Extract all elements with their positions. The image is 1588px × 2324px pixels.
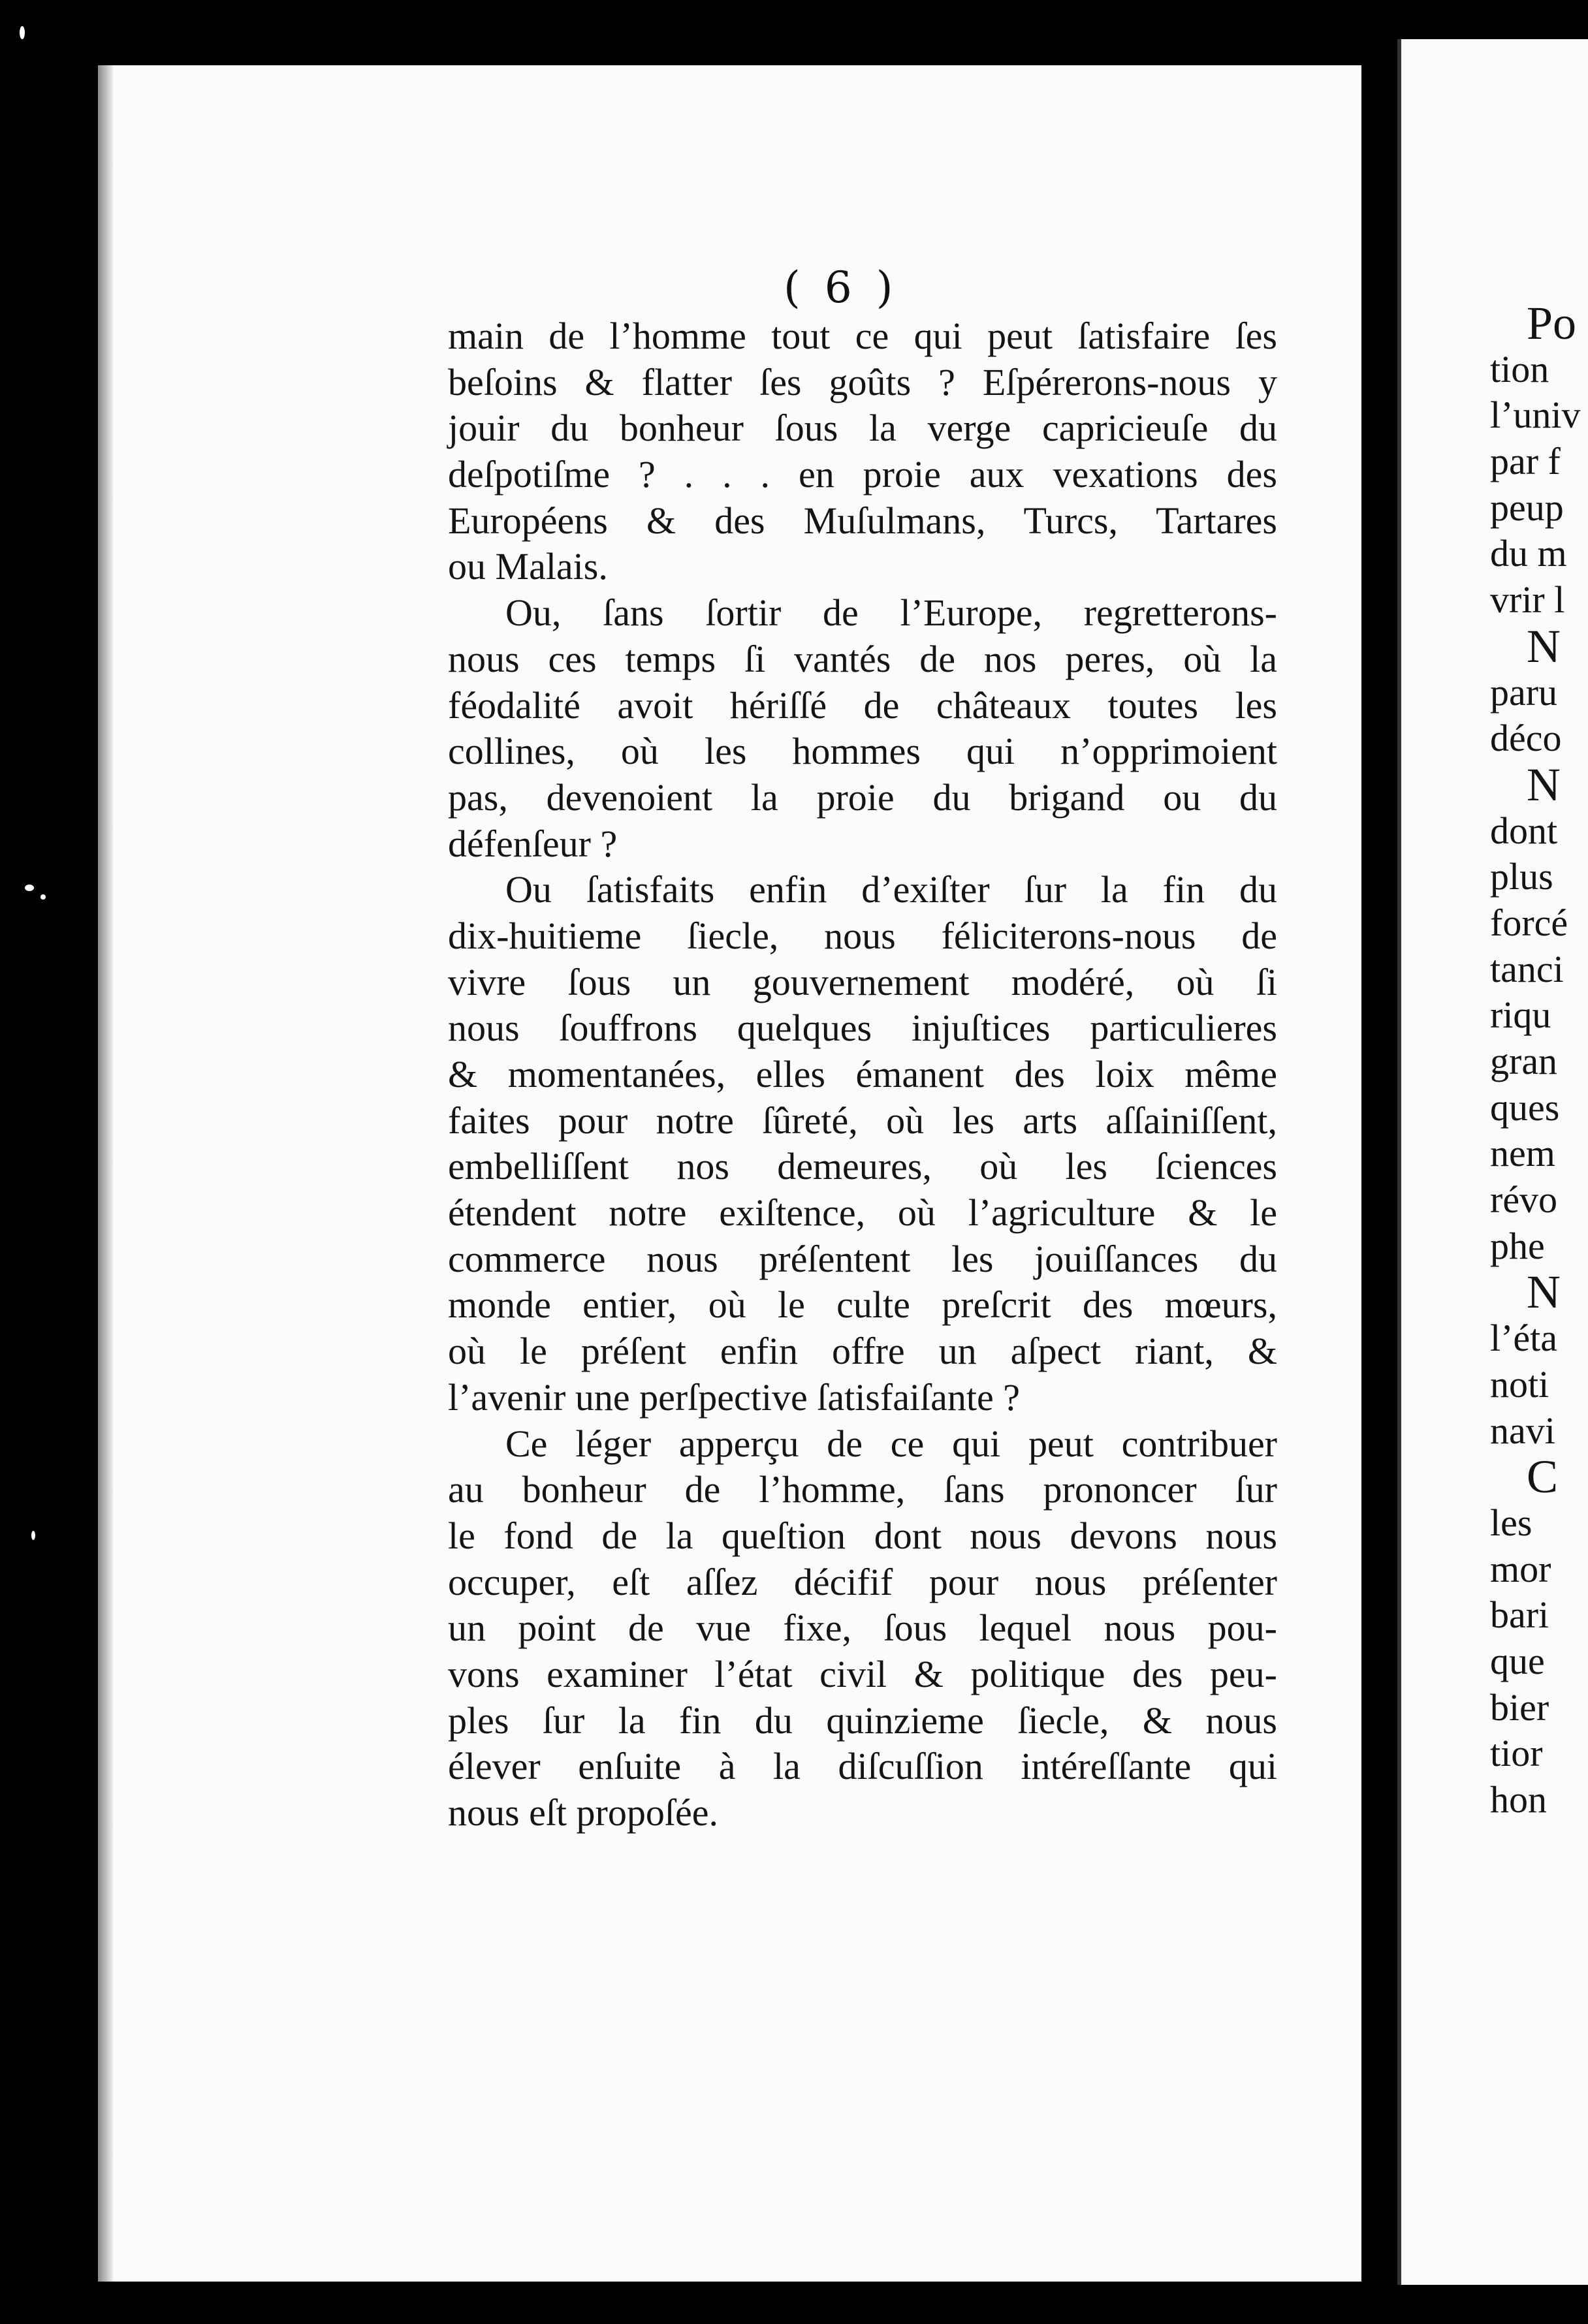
text-fragment: que [1490, 1639, 1545, 1682]
left-page-text [448, 313, 1277, 1836]
text-fragment: ques [1490, 1086, 1560, 1129]
text-line: occuper, eſt aſſez décifif pour nous préſenter [448, 1560, 1277, 1603]
text-fragment: nem [1490, 1132, 1555, 1175]
margin-speck [20, 26, 25, 39]
text-fragment: l’univ [1490, 394, 1581, 437]
text-line: féodalité avoit hériſſé de châteaux toutes les [448, 683, 1277, 727]
text-fragment: bier [1490, 1686, 1549, 1729]
text-line: Ce léger apperçu de ce qui peut contribuer [505, 1422, 1277, 1465]
text-fragment: phe [1490, 1224, 1545, 1267]
right-page-text-fragments [1490, 300, 1588, 1823]
text-line: dix-huitieme ſiecle, nous féliciterons-nous de [448, 914, 1277, 957]
text-fragment: par f [1490, 440, 1561, 483]
text-line: l’avenir une perſpective ſatisfaiſante ? [448, 1375, 1021, 1419]
text-fragment: du m [1490, 532, 1567, 575]
text-line: Européens & des Muſulmans, Turcs, Tartares [448, 499, 1277, 542]
text-line: élever enſuite à la diſcuſſion intéreſſante qui [448, 1745, 1277, 1788]
page-edge-shadow [98, 65, 114, 2282]
text-fragment: N [1527, 620, 1561, 672]
text-fragment: plus [1490, 855, 1553, 898]
text-fragment: vrir l [1490, 578, 1565, 621]
text-fragment: C [1527, 1451, 1559, 1503]
text-line: & momentanées, elles émanent des loix même [448, 1053, 1277, 1095]
text-line: nous ſouffrons quelques injuſtices particulieres [448, 1007, 1277, 1050]
text-line: pas, devenoient la proie du brigand ou du [448, 776, 1277, 819]
text-fragment: paru [1490, 670, 1558, 714]
text-line: vons examiner l’état civil & politique des peu- [448, 1652, 1277, 1695]
text-fragment: forcé [1490, 901, 1568, 944]
text-line: commerce nous préſentent les jouiſſances du [448, 1237, 1277, 1280]
text-fragment: révo [1490, 1178, 1558, 1221]
text-line: beſoins & flatter ſes goûts ? Eſpérerons-nous y [448, 360, 1277, 403]
text-line: embelliſſent nos demeures, où les ſciences [448, 1145, 1277, 1188]
text-fragment: hon [1490, 1778, 1547, 1821]
text-line: faites pour notre ſûreté, où les arts aſſainiſſent, [448, 1099, 1277, 1142]
text-fragment: peup [1490, 486, 1564, 529]
text-fragment: Po [1527, 300, 1577, 349]
text-line: au bonheur de l’homme, ſans prononcer ſur [448, 1468, 1277, 1511]
text-line: Ou, ſans ſortir de l’Europe, regretterons- [505, 591, 1277, 635]
text-line: ples ſur la fin du quinzieme ſiecle, & nous [448, 1699, 1277, 1742]
text-fragment: dont [1490, 809, 1558, 852]
text-fragment: N [1527, 1266, 1561, 1319]
margin-speck [25, 885, 34, 891]
text-fragment: navi [1490, 1409, 1555, 1452]
text-fragment: bari [1490, 1594, 1549, 1637]
text-line: Ou ſatisfaits enfin d’exiſter ſur la fin du [505, 868, 1277, 911]
text-line: le fond de la queſtion dont nous devons nous [448, 1514, 1277, 1557]
text-fragment: déco [1490, 717, 1562, 760]
text-line: main de l’homme tout ce qui peut ſatisfaire ſes [448, 315, 1277, 357]
text-line: nous eſt propoſée. [448, 1791, 718, 1834]
text-fragment: N [1527, 758, 1561, 811]
text-fragment: tior [1490, 1732, 1543, 1775]
text-fragment: tanci [1490, 947, 1564, 990]
margin-speck [31, 1531, 35, 1540]
text-fragment: les [1490, 1501, 1532, 1544]
text-line: un point de vue fixe, ſous lequel nous pou- [448, 1607, 1277, 1650]
text-fragment: riqu [1490, 994, 1551, 1037]
text-line: défenſeur ? [448, 822, 618, 865]
text-line: vivre ſous un gouvernement modéré, où ſi [448, 960, 1277, 1003]
text-fragment: l’éta [1490, 1317, 1558, 1360]
text-line: jouir du bonheur ſous la verge capricieuſe du [448, 407, 1277, 450]
page-number: ( 6 ) [784, 262, 898, 313]
text-line: où le préſent enfin offre un aſpect riant, & [448, 1330, 1277, 1373]
text-line: étendent notre exiſtence, où l’agriculture & le [448, 1191, 1277, 1234]
text-line: deſpotiſme ? . . . en proie aux vexations des [448, 453, 1277, 496]
text-fragment: tion [1490, 347, 1549, 390]
text-fragment: gran [1490, 1040, 1558, 1082]
margin-speck [40, 894, 46, 900]
text-line: monde entier, où le culte preſcrit des mœurs, [448, 1283, 1277, 1327]
text-fragment: noti [1490, 1362, 1549, 1405]
text-line: nous ces temps ſi vantés de nos peres, où la [448, 637, 1277, 680]
text-line: collines, où les hommes qui n’opprimoient [448, 730, 1277, 773]
text-line: ou Malais. [448, 545, 608, 588]
text-fragment: mor [1490, 1547, 1551, 1590]
